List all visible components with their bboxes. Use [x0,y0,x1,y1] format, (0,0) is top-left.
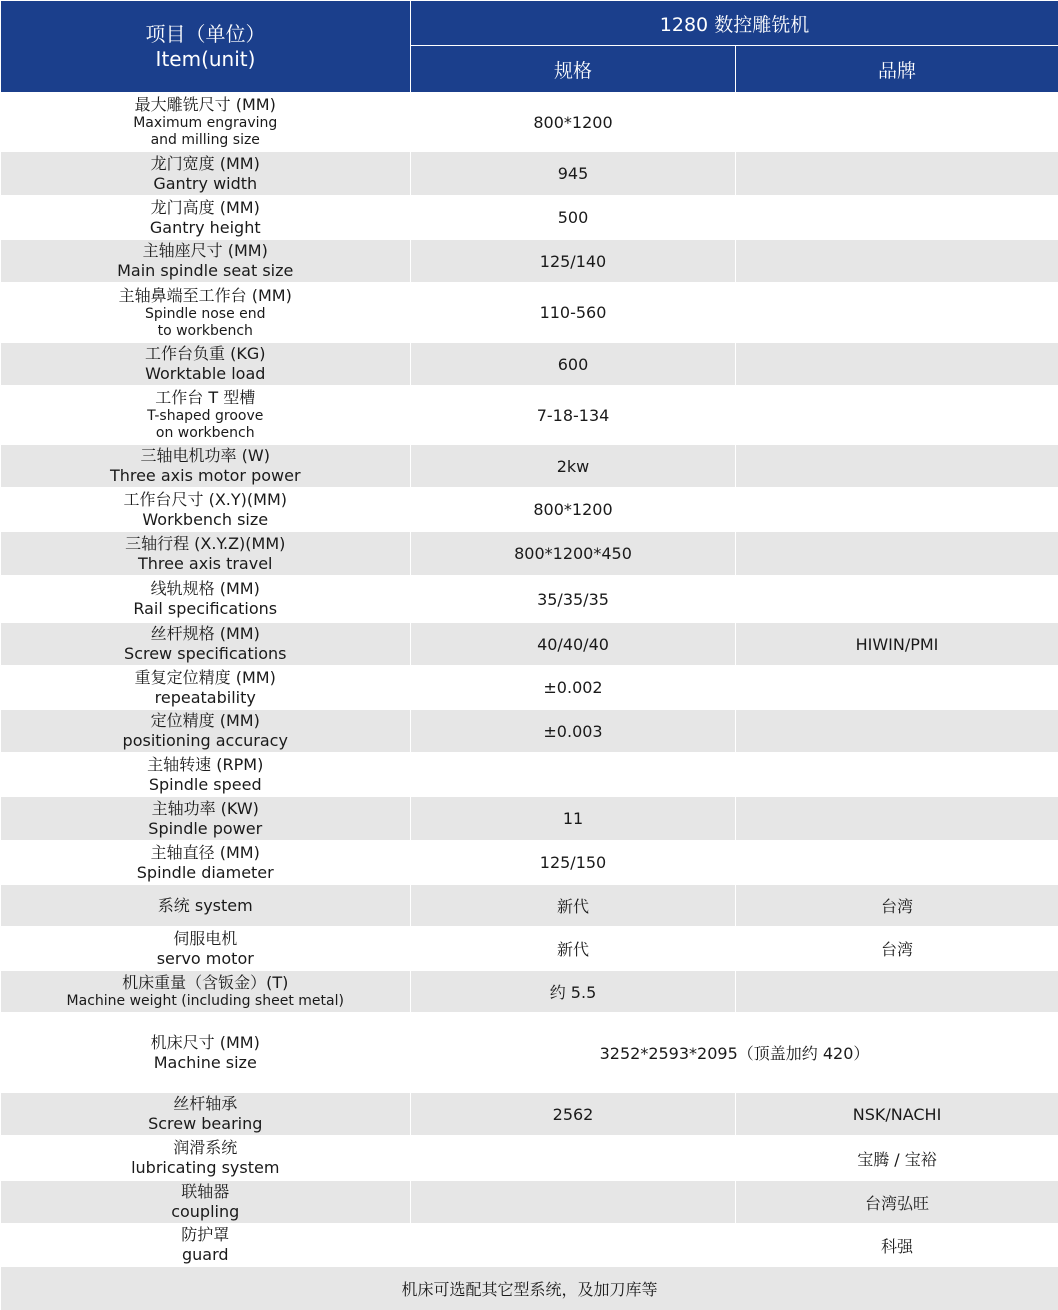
footer-note: 机床可选配其它型系统，及加刀库等 [1,1267,1058,1310]
item-cell [1,885,411,927]
brand-value [736,343,1058,386]
spec-value: 945 [411,152,736,196]
brand-value [736,753,1058,797]
item-label-en: coupling [1,1202,411,1222]
brand-value [736,666,1058,710]
spec-value: 500 [411,196,736,240]
spec-value: 600 [411,343,736,386]
table-row [1,623,1058,666]
item-label-en: Three axis motor power [1,466,411,486]
item-cell [1,576,411,623]
brand-value [736,93,1058,152]
item-cell [1,343,411,386]
item-label-zh: 定位精度 (MM) [1,711,411,731]
item-cell [1,753,411,797]
brand-value [736,445,1058,488]
table-row [1,1013,1058,1093]
brand-value [736,576,1058,623]
item-cell [1,196,411,240]
table-row [1,196,1058,240]
brand-value: 台湾 [736,885,1058,927]
header-model: 1280 数控雕铣机 [411,1,1058,46]
item-label-en: Gantry width [1,174,411,194]
table-row [1,93,1058,152]
table-row [1,445,1058,488]
table-row [1,841,1058,885]
item-label-zh: 主轴功率 (KW) [1,799,411,819]
item-cell [1,93,411,152]
spec-value: 新代 [411,927,736,971]
brand-value [736,971,1058,1013]
item-label-zh: 机床重量（含钣金）(T) [1,973,411,993]
table-row [1,386,1058,445]
item-cell [1,1136,411,1181]
header-brand: 品牌 [736,46,1058,93]
item-label-en: servo motor [1,949,411,969]
table-row [1,1093,1058,1136]
header-spec: 规格 [411,46,736,93]
spec-value [411,1181,736,1224]
item-label-en: Gantry height [1,218,411,238]
item-label-en: Spindle nose end to workbench [1,306,411,340]
item-label-zh: 伺服电机 [1,929,411,949]
table-row [1,885,1058,927]
item-cell [1,927,411,971]
item-cell [1,488,411,532]
header-item-en: Item(unit) [1,47,410,72]
spec-value: 125/150 [411,841,736,885]
spec-table-body [1,93,1058,1267]
header-item-cell [1,1,411,93]
item-cell [1,386,411,445]
item-cell [1,623,411,666]
item-label-en: Spindle diameter [1,863,411,883]
table-row [1,927,1058,971]
item-label-en: guard [1,1245,411,1265]
item-label-en: Screw bearing [1,1114,411,1134]
item-label-en: Rail specifications [1,599,411,619]
item-label-zh: 主轴直径 (MM) [1,843,411,863]
item-label-en: 系统 system [1,896,411,916]
spec-value [411,753,736,797]
table-row [1,753,1058,797]
table-row [1,710,1058,753]
item-label-en: Machine size [1,1053,411,1073]
item-cell [1,152,411,196]
item-cell [1,532,411,576]
brand-value [736,710,1058,753]
header-item-zh: 项目（单位） [1,22,410,47]
item-label-en: T-shaped groove on workbench [1,408,411,442]
table-row [1,532,1058,576]
spec-value: ±0.002 [411,666,736,710]
item-label-en: lubricating system [1,1158,411,1178]
spec-value: 3252*2593*2095（顶盖加约 420） [411,1013,1058,1093]
spec-value: 125/140 [411,240,736,283]
item-cell [1,1013,411,1093]
spec-value: ±0.003 [411,710,736,753]
brand-value: 科强 [736,1224,1058,1267]
item-label-zh: 联轴器 [1,1182,411,1202]
spec-value: 2kw [411,445,736,488]
item-label-zh: 三轴行程 (X.Y.Z)(MM) [1,534,411,554]
spec-value: 2562 [411,1093,736,1136]
item-cell [1,1181,411,1224]
brand-value [736,797,1058,841]
item-label-zh: 防护罩 [1,1225,411,1245]
item-cell [1,841,411,885]
item-label-en: Worktable load [1,364,411,384]
item-label-zh: 机床尺寸 (MM) [1,1033,411,1053]
item-label-en: Screw specifications [1,644,411,664]
item-label-zh: 丝杆轴承 [1,1094,411,1114]
item-label-zh: 线轨规格 (MM) [1,579,411,599]
brand-value [736,152,1058,196]
item-label-en: Spindle power [1,819,411,839]
spec-value: 7-18-134 [411,386,736,445]
item-label-en: Spindle speed [1,775,411,795]
table-row [1,971,1058,1013]
spec-value: 800*1200*450 [411,532,736,576]
brand-value [736,532,1058,576]
item-label-en: Three axis travel [1,554,411,574]
item-cell [1,240,411,283]
spec-value: 800*1200 [411,93,736,152]
brand-value [736,196,1058,240]
brand-value [736,488,1058,532]
item-label-zh: 主轴座尺寸 (MM) [1,241,411,261]
item-label-zh: 工作台 T 型槽 [1,388,411,408]
item-label-zh: 主轴鼻端至工作台 (MM) [1,286,411,306]
brand-value [736,386,1058,445]
table-row [1,240,1058,283]
item-cell [1,710,411,753]
table-row [1,797,1058,841]
item-label-zh: 丝杆规格 (MM) [1,624,411,644]
table-row [1,283,1058,343]
brand-value: 台湾 [736,927,1058,971]
item-label-zh: 主轴转速 (RPM) [1,755,411,775]
item-cell [1,1224,411,1267]
item-label-zh: 润滑系统 [1,1138,411,1158]
brand-value [736,283,1058,343]
brand-value: 台湾弘旺 [736,1181,1058,1224]
brand-value: 宝腾 / 宝裕 [736,1136,1058,1181]
spec-value: 约 5.5 [411,971,736,1013]
brand-value [736,841,1058,885]
spec-value: 11 [411,797,736,841]
brand-value: HIWIN/PMI [736,623,1058,666]
spec-value: 40/40/40 [411,623,736,666]
brand-value: NSK/NACHI [736,1093,1058,1136]
item-label-en: Workbench size [1,510,411,530]
item-label-en: positioning accuracy [1,731,411,751]
item-label-zh: 三轴电机功率 (W) [1,446,411,466]
item-label-zh: 工作台尺寸 (X.Y)(MM) [1,490,411,510]
table-row [1,576,1058,623]
item-label-zh: 最大雕铣尺寸 (MM) [1,95,411,115]
item-cell [1,445,411,488]
spec-value [411,1224,736,1267]
spec-value: 35/35/35 [411,576,736,623]
item-cell [1,283,411,343]
table-row [1,1181,1058,1224]
item-label-zh: 龙门宽度 (MM) [1,154,411,174]
item-cell [1,797,411,841]
table-row [1,152,1058,196]
item-label-zh: 重复定位精度 (MM) [1,668,411,688]
table-row [1,343,1058,386]
item-cell [1,666,411,710]
item-cell [1,971,411,1013]
spec-value: 110-560 [411,283,736,343]
item-label-en: repeatability [1,688,411,708]
table-row [1,1224,1058,1267]
item-label-en: Machine weight (including sheet metal) [1,993,411,1010]
item-label-zh: 工作台负重 (KG) [1,344,411,364]
table-row [1,1136,1058,1181]
item-label-en: Maximum engraving and milling size [1,115,411,149]
item-cell [1,1093,411,1136]
spec-value: 800*1200 [411,488,736,532]
spec-value [411,1136,736,1181]
spec-value: 新代 [411,885,736,927]
table-row [1,488,1058,532]
item-label-zh: 龙门高度 (MM) [1,198,411,218]
item-label-en: Main spindle seat size [1,261,411,281]
brand-value [736,240,1058,283]
table-row [1,666,1058,710]
